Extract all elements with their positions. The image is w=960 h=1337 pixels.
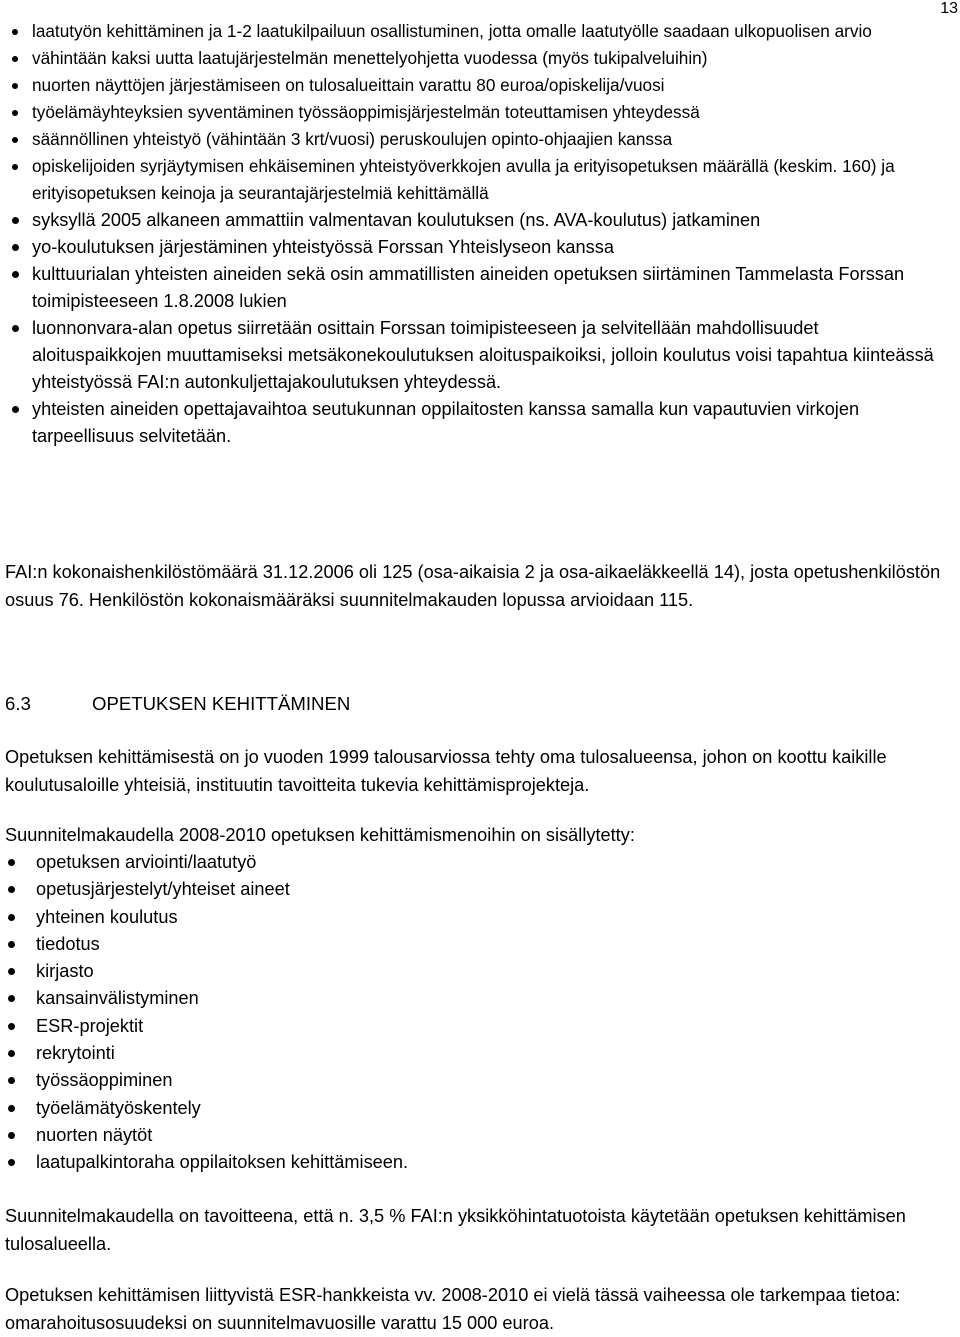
bullet-item: vähintään kaksi uutta laatujärjestelmän menettelyohjetta vuodessa (myös tukipalveluihin) bbox=[10, 45, 950, 72]
page-number: 13 bbox=[940, 0, 958, 17]
bullet-item: laatutyön kehittäminen ja 1-2 laatukilpailuun osallistuminen, jotta omalle laatutyölle saadaan ulkopuolisen arvio bbox=[10, 18, 950, 45]
list-item: kirjasto bbox=[8, 958, 408, 985]
list-item: opetuksen arviointi/laatutyö bbox=[8, 849, 408, 876]
bullet-item: työelämäyhteyksien syventäminen työssäoppimisjärjestelmän toteuttamisen yhteydessä bbox=[10, 99, 950, 126]
section-heading bbox=[5, 690, 350, 718]
bullet-item: syksyllä 2005 alkaneen ammattiin valmentavan koulutuksen (ns. AVA-koulutus) jatkaminen bbox=[10, 207, 950, 234]
goal-paragraph: Suunnitelmakaudella on tavoitteena, että n. 3,5 % FAI:n yksikköhintatuotoista käytetään opetuksen kehittämisen tulosalueella. bbox=[5, 1206, 906, 1254]
bullet-item: yo-koulutuksen järjestäminen yhteistyössä Forssan Yhteislyseon kanssa bbox=[10, 234, 950, 261]
bullet-item: luonnonvara-alan opetus siirretään osittain Forssan toimipisteeseen ja selvitellään mahdollisuudet aloituspaikkojen muuttamiseksi metsäkonekoulutuksen aloituspaikoiksi, jolloin koulutus voisi tapahtua kiinteässä yhteistyössä FAI:n autonkuljettajakoulutuksen yhteydessä. bbox=[10, 315, 950, 396]
list-item: ESR-projektit bbox=[8, 1013, 408, 1040]
esr-paragraph: Opetuksen kehittämisen liittyvistä ESR-hankkeista vv. 2008-2010 ei vielä tässä vaiheessa ole tarkempaa tietoa: omarahoitusosuudeksi on suunnitelmavuosille varattu 15 000 euroa. bbox=[5, 1285, 901, 1333]
bullet-item: kulttuurialan yhteisten aineiden sekä osin ammatillisten aineiden opetuksen siirtäminen Tammelasta Forssan toimipisteeseen 1.8.2008 lukien bbox=[10, 261, 950, 315]
list-item: laatupalkintoraha oppilaitoksen kehittämiseen. bbox=[8, 1149, 408, 1176]
list-item: rekrytointi bbox=[8, 1040, 408, 1067]
list-item: nuorten näytöt bbox=[8, 1122, 408, 1149]
list-item: yhteinen koulutus bbox=[8, 904, 408, 931]
bullet-item: yhteisten aineiden opettajavaihtoa seutukunnan oppilaitosten kanssa samalla kun vapautuvien virkojen tarpeellisuus selvitetään. bbox=[10, 396, 950, 450]
list-intro: Suunnitelmakaudella 2008-2010 opetuksen kehittämismenoihin on sisällytetty: bbox=[5, 825, 635, 845]
staff-paragraph: FAI:n kokonaishenkilöstömäärä 31.12.2006 oli 125 (osa-aikaisia 2 ja osa-aikaeläkkeellä 14), josta opetushenkilöstön osuus 76. Henkilöstön kokonaismääräksi suunnitelmakauden lopussa arvioidaan 115. bbox=[5, 562, 941, 610]
list-item: työelämätyöskentely bbox=[8, 1095, 408, 1122]
intro-paragraph: Opetuksen kehittämisestä on jo vuoden 1999 talousarviossa tehty oma tulosalueensa, johon on koottu kaikille koulutusaloille yhteisiä, instituutin tavoitteita tukevia kehittämisprojekteja. bbox=[5, 747, 887, 795]
section-number: 6.3 bbox=[5, 693, 31, 714]
bullet-item: säännöllinen yhteistyö (vähintään 3 krt/vuosi) peruskoulujen opinto-ohjaajien kanssa bbox=[10, 126, 950, 153]
development-list bbox=[8, 849, 408, 1177]
list-item: työssäoppiminen bbox=[8, 1067, 408, 1094]
list-item: opetusjärjestelyt/yhteiset aineet bbox=[8, 876, 408, 903]
top-bullet-list bbox=[10, 18, 950, 450]
bullet-item: opiskelijoiden syrjäytymisen ehkäiseminen yhteistyöverkkojen avulla ja erityisopetuksen määrällä (keskim. 160) ja erityisopetuksen keinoja ja seurantajärjestelmiä kehittämällä bbox=[10, 153, 950, 207]
list-item: tiedotus bbox=[8, 931, 408, 958]
section-title: OPETUKSEN KEHITTÄMINEN bbox=[92, 693, 351, 714]
bullet-item: nuorten näyttöjen järjestämiseen on tulosalueittain varattu 80 euroa/opiskelija/vuosi bbox=[10, 72, 950, 99]
list-item: kansainvälistyminen bbox=[8, 985, 408, 1012]
